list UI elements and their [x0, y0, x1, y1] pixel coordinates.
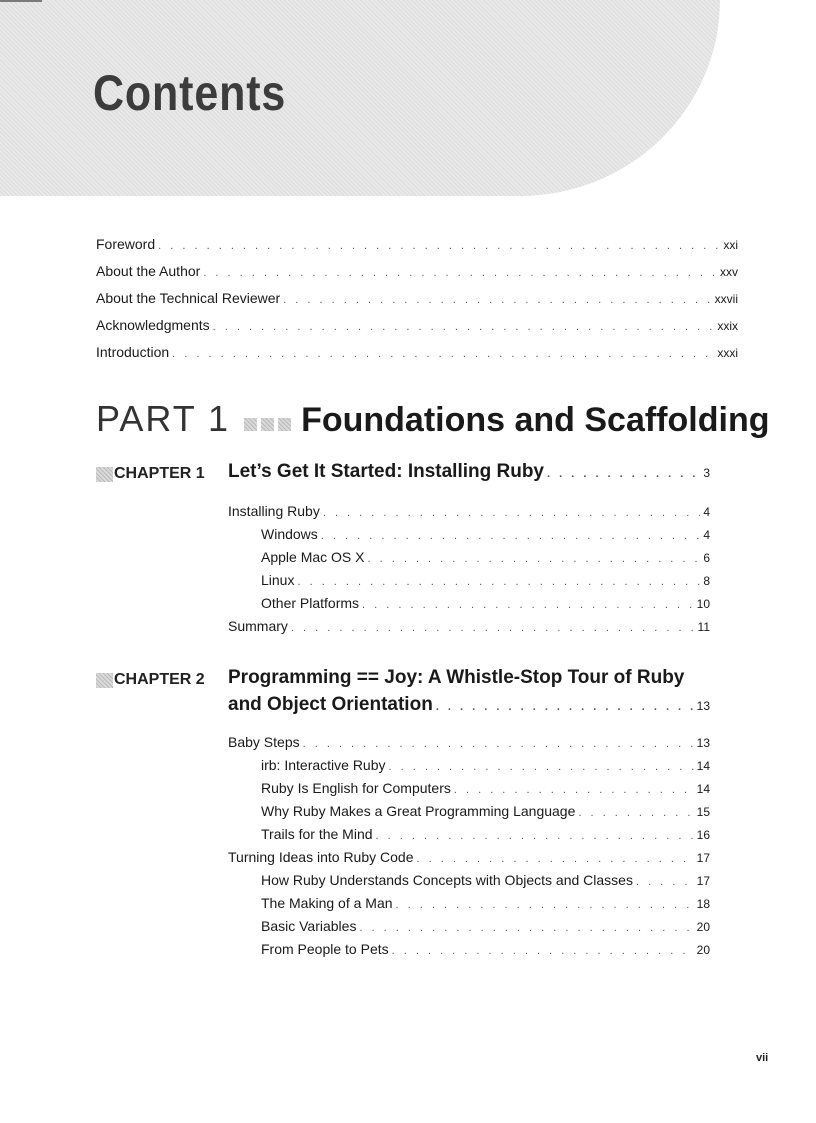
leader-dots — [213, 321, 715, 333]
toc-entry-label: and Object Orientation — [228, 694, 433, 715]
toc-entry-label: Summary — [228, 618, 288, 634]
chapter-marker-icon — [96, 673, 113, 688]
toc-entry-acknowledgments[interactable] — [96, 317, 738, 333]
toc-subsection-making-man[interactable] — [261, 895, 710, 911]
toc-subsection-people-pets[interactable] — [261, 941, 710, 957]
leader-dots — [389, 761, 694, 773]
toc-entry-label: Introduction — [96, 344, 170, 360]
toc-entry-label: From People to Pets — [261, 941, 389, 957]
toc-page-number: 10 — [696, 597, 710, 611]
toc-entry-about-reviewer[interactable] — [96, 290, 738, 306]
leader-dots — [321, 530, 701, 542]
toc-page-number: 3 — [703, 466, 710, 480]
corner-mark — [0, 0, 42, 2]
toc-page-number: 4 — [703, 505, 710, 519]
toc-subsection-mac[interactable] — [261, 549, 710, 565]
toc-section-summary[interactable] — [228, 618, 710, 634]
toc-section-installing-ruby[interactable] — [228, 503, 710, 519]
chapter-marker-icon — [96, 467, 113, 482]
toc-subsection-why-ruby[interactable] — [261, 803, 710, 819]
chapter-1-label: CHAPTER 1 — [96, 465, 205, 483]
part-title: Foundations and Scaffolding — [301, 401, 770, 439]
leader-dots — [291, 622, 695, 634]
toc-page-number: 20 — [696, 920, 710, 934]
toc-chapter-1-title[interactable] — [228, 461, 710, 483]
toc-page-number: xxi — [723, 238, 738, 252]
toc-section-turning-ideas[interactable] — [228, 849, 710, 865]
toc-page-number: xxvii — [714, 292, 738, 306]
toc-page-number: 17 — [696, 874, 710, 888]
leader-dots — [636, 876, 694, 888]
toc-subsection-objects-classes[interactable] — [261, 872, 710, 888]
toc-entry-label: Other Platforms — [261, 595, 360, 611]
toc-entry-about-author[interactable] — [96, 263, 738, 279]
toc-page-number: 8 — [703, 574, 710, 588]
toc-entry-label: Windows — [261, 526, 318, 542]
toc-entry-introduction[interactable] — [96, 344, 738, 360]
toc-page-number: 15 — [696, 805, 710, 819]
toc-entry-label: Baby Steps — [228, 734, 300, 750]
toc-entry-label: Let’s Get It Started: Installing Ruby — [228, 461, 544, 482]
toc-page-number: 13 — [696, 736, 710, 750]
toc-entry-label: About the Author — [96, 263, 201, 279]
leader-dots — [396, 899, 694, 911]
toc-entry-label: How Ruby Understands Concepts with Objects and Classes — [261, 872, 633, 888]
toc-entry-label: Basic Variables — [261, 918, 357, 934]
toc-subsection-other-platforms[interactable] — [261, 595, 710, 611]
toc-page-number: 20 — [696, 943, 710, 957]
toc-page-number: 16 — [696, 828, 710, 842]
chapter-2-label: CHAPTER 2 — [96, 671, 205, 689]
part-heading — [96, 398, 769, 440]
leader-dots — [416, 853, 693, 865]
part-separator-squares — [244, 418, 291, 431]
toc-subsection-irb[interactable] — [261, 757, 710, 773]
toc-subsection-basic-variables[interactable] — [261, 918, 710, 934]
toc-page-number: 18 — [696, 897, 710, 911]
leader-dots — [392, 945, 694, 957]
page-folio: vii — [756, 1052, 769, 1064]
leader-dots — [436, 701, 694, 713]
toc-subsection-trails[interactable] — [261, 826, 710, 842]
toc-entry-label: Apple Mac OS X — [261, 549, 365, 565]
leader-dots — [547, 468, 700, 480]
leader-dots — [362, 599, 694, 611]
toc-entry-label: irb: Interactive Ruby — [261, 757, 386, 773]
leader-dots — [203, 267, 717, 279]
toc-page-number: 6 — [703, 551, 710, 565]
toc-entry-label: Installing Ruby — [228, 503, 320, 519]
toc-page-number: xxix — [717, 319, 738, 333]
toc-entry-label: Linux — [261, 572, 295, 588]
leader-dots — [376, 830, 694, 842]
toc-entry-label: Why Ruby Makes a Great Programming Language — [261, 803, 576, 819]
toc-chapter-2-title-line1[interactable]: Programming == Joy: A Whistle-Stop Tour of Ruby — [228, 667, 685, 688]
toc-entry-label: Foreword — [96, 236, 156, 252]
toc-page-number: 17 — [696, 851, 710, 865]
leader-dots — [172, 348, 714, 360]
toc-entry-label: Turning Ideas into Ruby Code — [228, 849, 414, 865]
page-title: Contents — [93, 65, 287, 121]
leader-dots — [323, 507, 700, 519]
toc-page-number: xxv — [720, 265, 738, 279]
leader-dots — [303, 738, 694, 750]
toc-entry-label: Acknowledgments — [96, 317, 210, 333]
toc-entry-label: About the Technical Reviewer — [96, 290, 281, 306]
toc-subsection-linux[interactable] — [261, 572, 710, 588]
toc-page-number: 14 — [696, 782, 710, 796]
leader-dots — [368, 553, 701, 565]
leader-dots — [297, 576, 700, 588]
leader-dots — [578, 807, 693, 819]
toc-subsection-windows[interactable] — [261, 526, 710, 542]
toc-page-number: 13 — [696, 699, 710, 713]
part-number: PART 1 — [96, 398, 231, 439]
leader-dots — [359, 922, 693, 934]
leader-dots — [283, 294, 711, 306]
leader-dots — [158, 240, 720, 252]
toc-section-baby-steps[interactable] — [228, 734, 710, 750]
leader-dots — [454, 784, 694, 796]
toc-chapter-2-title[interactable] — [228, 694, 710, 716]
toc-entry-label: Trails for the Mind — [261, 826, 373, 842]
toc-subsection-ruby-english[interactable] — [261, 780, 710, 796]
toc-entry-foreword[interactable] — [96, 236, 738, 252]
toc-page-number: 14 — [696, 759, 710, 773]
toc-entry-label: The Making of a Man — [261, 895, 393, 911]
toc-page-number: xxxi — [717, 346, 738, 360]
toc-entry-label: Ruby Is English for Computers — [261, 780, 451, 796]
toc-page-number: 4 — [703, 528, 710, 542]
toc-page-number: 11 — [697, 620, 710, 634]
